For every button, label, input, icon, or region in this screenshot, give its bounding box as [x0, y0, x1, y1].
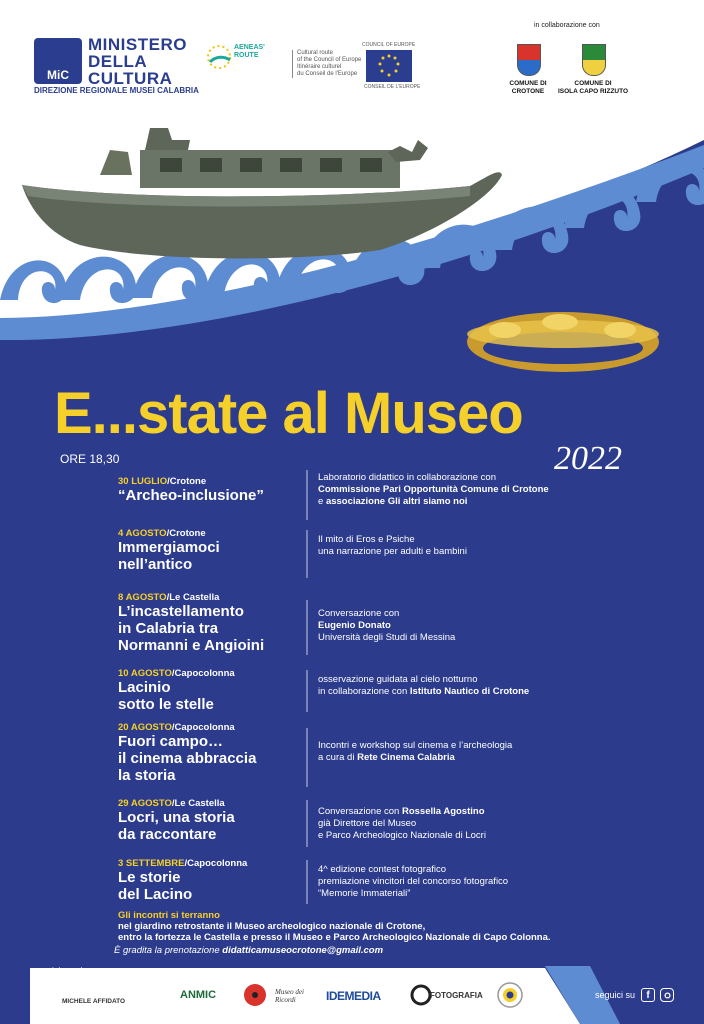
event-description-text: Il mito di Eros e Psiche: [318, 534, 415, 545]
collaboration-label: in collaborazione con: [534, 22, 600, 29]
event-description-text: “Memorie Immateriali”: [318, 888, 411, 899]
council-of-europe-flag-icon: [366, 50, 412, 82]
event-description-text: una narrazione per adulti e bambini: [318, 546, 467, 557]
venue-note: [118, 910, 551, 943]
isola-capo-rizzuto-crest-icon: [582, 44, 606, 76]
event-name-line: Fuori campo…: [118, 733, 224, 750]
event-name: [118, 679, 214, 713]
event-date: [118, 668, 235, 679]
event-description-line: [318, 608, 455, 620]
event-date: [118, 858, 247, 869]
event-description-line: [318, 496, 549, 508]
event-date-day: 3 SETTEMBRE: [118, 858, 185, 869]
comune-line: COMUNE DI: [574, 80, 612, 87]
event-name: [118, 539, 220, 573]
event-description-text: a cura di: [318, 752, 358, 763]
event-name-line: Lacinio: [118, 679, 171, 696]
event-date-place: /Crotone: [167, 476, 207, 487]
cultural-route-line: du Conseil de l'Europe: [297, 71, 358, 77]
event-description-line: [318, 484, 549, 496]
facebook-icon[interactable]: f: [641, 988, 655, 1002]
event-name-line: la storia: [118, 767, 176, 784]
event-description-text: e: [318, 496, 326, 507]
event-description-line: [318, 632, 455, 644]
event-description-text: Laboratorio didattico in collaborazione con: [318, 472, 496, 483]
event-description-text: già Direttore del Museo: [318, 818, 417, 829]
event-description-line: [318, 806, 486, 818]
event-description-line: [318, 740, 512, 752]
event-description-line: [318, 864, 508, 876]
event-name-line: L’incastellamento: [118, 603, 244, 620]
round-badge-logo-icon: [496, 981, 524, 1009]
comune-line: COMUNE DI: [509, 80, 547, 87]
cultural-route-text: [292, 50, 361, 78]
event-description-text: 4^ edizione contest fotografico: [318, 864, 447, 875]
event-description-text: Conversazione con: [318, 806, 402, 817]
event-description-line: [318, 818, 486, 830]
venue-note-line: nel giardino retrostante il Museo archeologico nazionale di Crotone,: [118, 921, 426, 932]
event-name-line: da raccontare: [118, 826, 217, 843]
event-name-line: il cinema abbraccia: [118, 750, 257, 767]
event-date: [118, 722, 235, 733]
event-description: [318, 740, 512, 764]
event-date: [118, 798, 225, 809]
event-description-line: [318, 534, 467, 546]
event-date: [118, 476, 206, 487]
event-date-place: /Le Castella: [166, 592, 220, 603]
event-date-day: 30 LUGLIO: [118, 476, 168, 487]
sponsor-anmic-logo: ANMIC: [180, 989, 217, 1001]
event-description: [318, 864, 508, 900]
event-date-place: /Capocolonna: [184, 858, 248, 869]
event-date-place: /Capocolonna: [171, 668, 235, 679]
event-date-place: /Crotone: [166, 528, 206, 539]
coe-top-label: COUNCIL OF EUROPE: [362, 42, 416, 48]
event-name: [118, 487, 264, 504]
event-date: [118, 592, 219, 603]
event-description-line: [318, 686, 529, 698]
event-description-highlight: Istituto Nautico di Crotone: [409, 686, 530, 697]
event-description-text: Conversazione con: [318, 608, 400, 619]
event-description: [318, 608, 455, 644]
event-date-day: 10 AGOSTO: [118, 668, 172, 679]
cultural-route-line: Cultural route: [297, 50, 334, 56]
event-description-highlight: Rossella Agostino: [401, 806, 485, 817]
mic-logo: [34, 38, 82, 84]
event-name-line: nell’antico: [118, 556, 193, 573]
event-name-line: Immergiamoci: [118, 539, 220, 556]
event-name-line: del Lacino: [118, 886, 193, 903]
cultural-route-line: Itinéraire culturel: [297, 64, 342, 70]
direzione-label: DIREZIONE REGIONALE MUSEI CALABRIA: [34, 86, 199, 95]
event-name: [118, 809, 235, 843]
ministry-line: DELLA: [88, 52, 148, 71]
event-description-text: Università degli Studi di Messina: [318, 632, 456, 643]
event-description-text: in collaborazione con: [318, 686, 410, 697]
event-title: E...state al Museo: [54, 381, 523, 446]
instagram-icon[interactable]: [660, 988, 674, 1002]
event-name-line: Locri, una storia: [118, 809, 235, 826]
sponsor-museo-ricordi-logo: Museo dei Ricordi: [275, 988, 304, 1004]
event-description-text: premiazione vincitori del concorso fotografico: [318, 876, 509, 887]
event-time: ORE 18,30: [60, 452, 120, 466]
event-description: [318, 806, 486, 842]
event-name: [118, 733, 256, 784]
event-description-line: [318, 888, 508, 900]
mic-text: MiC: [47, 68, 69, 82]
event-name-line: in Calabria tra: [118, 620, 219, 637]
ministry-logo-text: [88, 36, 187, 87]
event-year: 2022: [554, 440, 622, 477]
event-name: [118, 869, 192, 903]
event-date-day: 20 AGOSTO: [118, 722, 172, 733]
booking-note: [114, 945, 383, 956]
event-description-line: [318, 830, 486, 842]
event-description-text: e Parco Archeologico Nazionale di Locri: [318, 830, 486, 841]
event-description: [318, 534, 467, 558]
event-name: [118, 603, 264, 654]
aeneas-star-icon: [204, 42, 234, 72]
comune-line: CROTONE: [511, 88, 545, 95]
sponsor-fotografia-logo: FOTOGRAFIA: [430, 991, 483, 1000]
event-date-day: 29 AGOSTO: [118, 798, 172, 809]
event-description: [318, 472, 549, 508]
event-date-day: 4 AGOSTO: [118, 528, 167, 539]
event-description: [318, 674, 529, 698]
venue-note-line: entro la fortezza le Castella e presso il Museo e Parco Archeologico Nazionale di Capo Colonna.: [118, 932, 551, 943]
event-description-highlight: Rete Cinema Calabria: [357, 752, 455, 763]
event-date-place: /Capocolonna: [171, 722, 235, 733]
aeneas-line: ROUTE: [234, 52, 259, 59]
event-description-line: [318, 472, 549, 484]
aeneas-line: AENEAS': [234, 44, 265, 51]
event-description-text: osservazione guidata al cielo notturno: [318, 674, 478, 685]
event-description-line: [318, 674, 529, 686]
event-description-text: Incontri e workshop sul cinema e l’archeologia: [318, 740, 513, 751]
event-name-line: sotto le stelle: [118, 696, 214, 713]
cultural-route-line: of the Council of Europe: [297, 57, 362, 63]
ministry-line: MINISTERO: [88, 35, 187, 54]
event-description-line: [318, 752, 512, 764]
camera-aperture-icon: [410, 984, 432, 1006]
event-description-line: [318, 546, 467, 558]
coe-bottom-label: CONSEIL DE L'EUROPE: [364, 84, 421, 90]
event-description-highlight: Commissione Pari Opportunità Comune di Crotone: [318, 484, 549, 495]
event-description-highlight: Eugenio Donato: [318, 620, 391, 631]
booking-prefix: È gradita la prenotazione: [114, 945, 223, 956]
crotone-crest-icon: [517, 44, 541, 76]
booking-email-link[interactable]: didatticamuseocrotone@gmail.com: [222, 945, 384, 956]
event-date: [118, 528, 206, 539]
comune-line: ISOLA CAPO RIZZUTO: [557, 88, 629, 95]
comune-isola-label: [548, 80, 638, 96]
event-description-line: [318, 620, 455, 632]
event-description-line: [318, 876, 508, 888]
event-name-line: Normanni e Angioini: [118, 637, 265, 654]
thanks-label: si ringraziano:: [48, 966, 98, 975]
sponsor-affidato-logo: MICHELE AFFIDATO: [62, 998, 126, 1005]
social-label: seguici su: [595, 990, 636, 1000]
event-name-line: Le storie: [118, 869, 181, 886]
sponsor-idemedia-logo: IDEMEDIA: [326, 989, 381, 1003]
event-name-line: “Archeo-inclusione”: [118, 487, 264, 504]
event-description-highlight: associazione Gli altri siamo noi: [325, 496, 468, 507]
venue-note-line: Gli incontri si terranno: [118, 910, 220, 921]
event-date-place: /Le Castella: [171, 798, 225, 809]
ministry-line: CULTURA: [88, 69, 173, 88]
poppy-flower-icon: [242, 982, 268, 1008]
gold-diadem-image: [467, 312, 659, 372]
event-date-day: 8 AGOSTO: [118, 592, 167, 603]
